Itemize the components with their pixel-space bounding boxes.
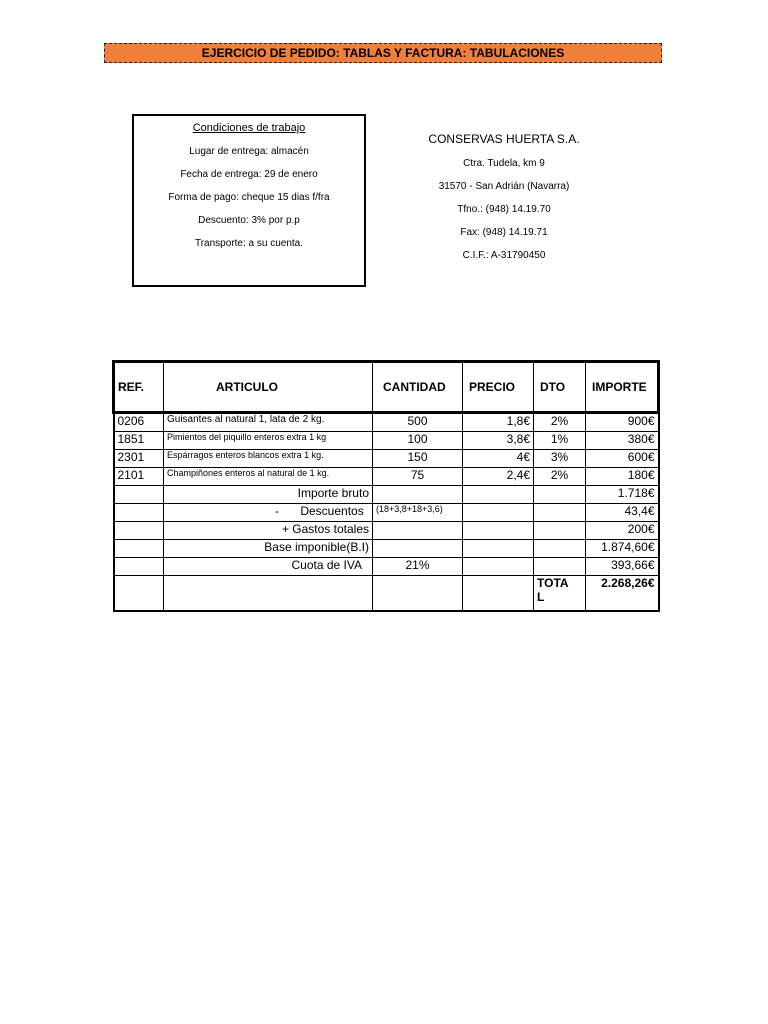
header-dto: DTO <box>534 362 586 413</box>
header-ref: REF. <box>114 362 164 413</box>
cell-dto: 3% <box>534 450 586 468</box>
company-info <box>404 132 604 261</box>
cell-articulo: Guisantes al natural 1, lata de 2 kg. <box>164 413 373 432</box>
cell-cantidad: 150 <box>373 450 463 468</box>
cell-ref: 1851 <box>114 432 164 450</box>
cell-importe: 900€ <box>586 413 659 432</box>
cell-dto: 1% <box>534 432 586 450</box>
iva-value: 393,66€ <box>586 558 659 576</box>
table-row-gastos <box>114 522 659 540</box>
condition-line: Forma de pago: cheque 15 dias f/fra <box>168 192 330 203</box>
condition-line: Fecha de entrega: 29 de enero <box>180 169 318 180</box>
cell-ref: 0206 <box>114 413 164 432</box>
descuentos-label: Descuentos <box>300 504 364 518</box>
total-label-line1: TOTA <box>537 576 569 590</box>
cell-dto: 2% <box>534 413 586 432</box>
table-row <box>114 432 659 450</box>
iva-label: Cuota de IVA <box>164 558 373 576</box>
header-importe: IMPORTE <box>586 362 659 413</box>
cell-articulo: Espárragos enteros blancos extra 1 kg. <box>164 450 373 468</box>
conditions-heading: Condiciones de trabajo <box>192 122 306 134</box>
gastos-value: 200€ <box>586 522 659 540</box>
cell-dto: 2% <box>534 468 586 486</box>
invoice-table <box>112 360 660 612</box>
table-row-importe-bruto <box>114 486 659 504</box>
cell-precio: 3,8€ <box>463 432 534 450</box>
company-phone: Tfno.: (948) 14.19.70 <box>457 204 551 215</box>
total-value: 2.268,26€ <box>586 576 659 612</box>
cell-cantidad: 100 <box>373 432 463 450</box>
table-row-base <box>114 540 659 558</box>
table-row-iva <box>114 558 659 576</box>
cell-precio: 1,8€ <box>463 413 534 432</box>
importe-bruto-value: 1.718€ <box>586 486 659 504</box>
descuentos-dash: - <box>275 504 279 518</box>
cell-ref: 2101 <box>114 468 164 486</box>
company-fax: Fax: (948) 14.19.71 <box>460 227 548 238</box>
cell-cantidad: 75 <box>373 468 463 486</box>
header-precio: PRECIO <box>463 362 534 413</box>
conditions-box <box>132 114 366 287</box>
cell-articulo: Pimientos del piquillo enteros extra 1 kg <box>164 432 373 450</box>
cell-importe: 180€ <box>586 468 659 486</box>
table-row-total <box>114 576 659 612</box>
descuentos-cell <box>164 504 373 522</box>
company-name: CONSERVAS HUERTA S.A. <box>428 132 580 146</box>
condition-line: Lugar de entrega: almacén <box>189 146 309 157</box>
condition-line: Transporte: a su cuenta. <box>194 238 304 249</box>
descuentos-value: 43,4€ <box>586 504 659 522</box>
header-cantidad: CANTIDAD <box>373 362 463 413</box>
cell-precio: 4€ <box>463 450 534 468</box>
cell-cantidad: 500 <box>373 413 463 432</box>
total-label-line2: L <box>537 590 545 604</box>
company-city: 31570 - San Adrián (Navarra) <box>438 181 570 192</box>
base-label: Base imponible(B.I) <box>164 540 373 558</box>
cell-articulo: Champiñones enteros al natural de 1 kg. <box>164 468 373 486</box>
cell-importe: 380€ <box>586 432 659 450</box>
table-row <box>114 450 659 468</box>
company-cif: C.I.F.: A-31790450 <box>462 250 546 261</box>
table-row <box>114 468 659 486</box>
table-row-descuentos <box>114 504 659 522</box>
cell-ref: 2301 <box>114 450 164 468</box>
base-value: 1.874,60€ <box>586 540 659 558</box>
iva-pct: 21% <box>373 558 463 576</box>
gastos-label: + Gastos totales <box>164 522 373 540</box>
cell-importe: 600€ <box>586 450 659 468</box>
descuentos-formula: (18+3,8+18+3,6) <box>373 504 463 522</box>
table-row <box>114 413 659 432</box>
header-articulo: ARTICULO <box>164 362 373 413</box>
cell-precio: 2,4€ <box>463 468 534 486</box>
page-title: EJERCICIO DE PEDIDO: TABLAS Y FACTURA: TABULACIONES <box>104 43 662 63</box>
table-header-row <box>114 362 659 413</box>
condition-line: Descuento: 3% por p.p <box>198 215 300 226</box>
company-address: Ctra. Tudela, km 9 <box>463 158 545 169</box>
importe-bruto-label: Importe bruto <box>164 486 373 504</box>
total-label <box>534 576 586 612</box>
